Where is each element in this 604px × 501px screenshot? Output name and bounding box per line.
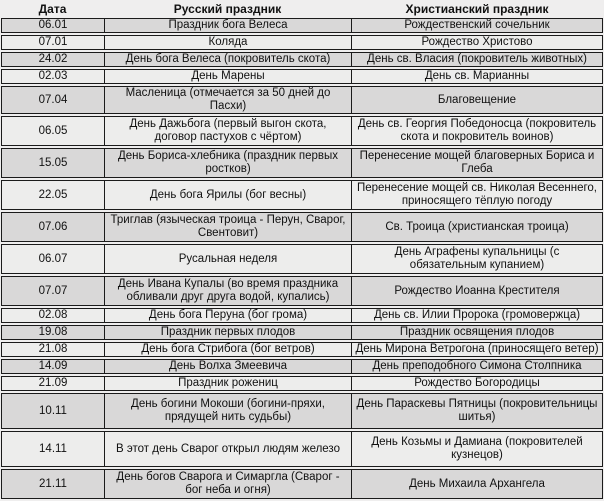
cell-russian: Масленица (отмечается за 50 дней до Пасхи) <box>104 86 351 114</box>
cell-russian: Коляда <box>104 35 351 50</box>
header-date: Дата <box>1 3 104 16</box>
cell-christian: Рождество Богородицы <box>351 376 603 391</box>
table-row <box>1 212 603 242</box>
cell-date: 06.07 <box>1 244 104 274</box>
cell-russian: День бога Стрибога (бог ветров) <box>104 342 351 357</box>
cell-christian: День Параскевы Пятницы (покровительницы шитья) <box>351 393 603 429</box>
cell-date: 21.08 <box>1 342 104 357</box>
cell-date: 02.08 <box>1 308 104 323</box>
cell-date: 02.03 <box>1 69 104 84</box>
table-row <box>1 148 603 178</box>
table-row <box>1 244 603 274</box>
cell-christian: Рождественский сочельник <box>351 18 603 33</box>
cell-russian: День бога Велеса (покровитель скота) <box>104 52 351 67</box>
cell-christian: Св. Троица (христианская троица) <box>351 212 603 242</box>
cell-christian: День св. Илии Пророка (громовержца) <box>351 308 603 323</box>
table-row <box>1 469 603 499</box>
cell-russian: День Марены <box>104 69 351 84</box>
cell-russian: В этот день Сварог открыл людям железо <box>104 431 351 467</box>
table-row <box>1 69 603 84</box>
cell-russian: День Волха Змеевича <box>104 359 351 374</box>
table-row <box>1 180 603 210</box>
cell-christian: Перенесение мощей св. Николая Весеннего, приносящего тёплую погоду <box>351 180 603 210</box>
cell-russian: День Бориса-хлебника (праздник первых ростков) <box>104 148 351 178</box>
cell-date: 14.09 <box>1 359 104 374</box>
cell-russian: День богов Сварога и Симаргла (Сварог - бог неба и огня) <box>104 469 351 499</box>
cell-date: 21.11 <box>1 469 104 499</box>
cell-russian: Триглав (языческая троица - Перун, Сварог, Свентовит) <box>104 212 351 242</box>
cell-christian: День св. Власия (покровитель животных) <box>351 52 603 67</box>
cell-russian: Праздник бога Велеса <box>104 18 351 33</box>
table-row <box>1 376 603 391</box>
table-row <box>1 35 603 50</box>
cell-date: 14.11 <box>1 431 104 467</box>
cell-russian: День бога Ярилы (бог весны) <box>104 180 351 210</box>
cell-date: 06.01 <box>1 18 104 33</box>
cell-date: 07.04 <box>1 86 104 114</box>
table-row <box>1 308 603 323</box>
table-row <box>1 52 603 67</box>
cell-christian: День Козьмы и Дамиана (покровителей кузнецов) <box>351 431 603 467</box>
table-row <box>1 393 603 429</box>
cell-date: 19.08 <box>1 325 104 340</box>
table-row <box>1 116 603 146</box>
header-christian: Христианский праздник <box>351 3 603 16</box>
cell-date: 07.07 <box>1 276 104 306</box>
table-row <box>1 86 603 114</box>
cell-date: 07.01 <box>1 35 104 50</box>
cell-christian: Перенесение мощей благоверных Бориса и Глеба <box>351 148 603 178</box>
cell-date: 15.05 <box>1 148 104 178</box>
cell-date: 10.11 <box>1 393 104 429</box>
cell-date: 21.09 <box>1 376 104 391</box>
table-row <box>1 276 603 306</box>
cell-russian: День Ивана Купалы (во время праздника обливали друг друга водой, купались) <box>104 276 351 306</box>
cell-date: 06.05 <box>1 116 104 146</box>
cell-christian: День Михаила Архангела <box>351 469 603 499</box>
table-row <box>1 325 603 340</box>
cell-christian: День Мирона Ветрогона (приносящего ветер) <box>351 342 603 357</box>
cell-russian: День бога Перуна (бог грома) <box>104 308 351 323</box>
cell-russian: День богини Мокоши (богини-пряхи, прядущей нить судьбы) <box>104 393 351 429</box>
table-row <box>1 18 603 33</box>
holiday-table <box>1 1 603 501</box>
cell-date: 22.05 <box>1 180 104 210</box>
table-row <box>1 431 603 467</box>
table-row <box>1 359 603 374</box>
cell-christian: День преподобного Симона Столпника <box>351 359 603 374</box>
cell-christian: День св. Марианны <box>351 69 603 84</box>
table-row <box>1 342 603 357</box>
cell-date: 07.06 <box>1 212 104 242</box>
cell-christian: Рождество Христово <box>351 35 603 50</box>
cell-russian: Русальная неделя <box>104 244 351 274</box>
cell-date: 24.02 <box>1 52 104 67</box>
cell-russian: День Дажьбога (первый выгон скота, договор пастухов с чёртом) <box>104 116 351 146</box>
cell-christian: День Аграфены купальницы (с обязательным купанием) <box>351 244 603 274</box>
header-russian: Русский праздник <box>104 3 351 16</box>
cell-russian: Праздник первых плодов <box>104 325 351 340</box>
cell-christian: День св. Георгия Победоносца (покровитель скота и покровитель воинов) <box>351 116 603 146</box>
cell-russian: Праздник рожениц <box>104 376 351 391</box>
cell-christian: Рождество Иоанна Крестителя <box>351 276 603 306</box>
cell-christian: Благовещение <box>351 86 603 114</box>
cell-christian: Праздник освящения плодов <box>351 325 603 340</box>
header-row <box>1 3 603 16</box>
